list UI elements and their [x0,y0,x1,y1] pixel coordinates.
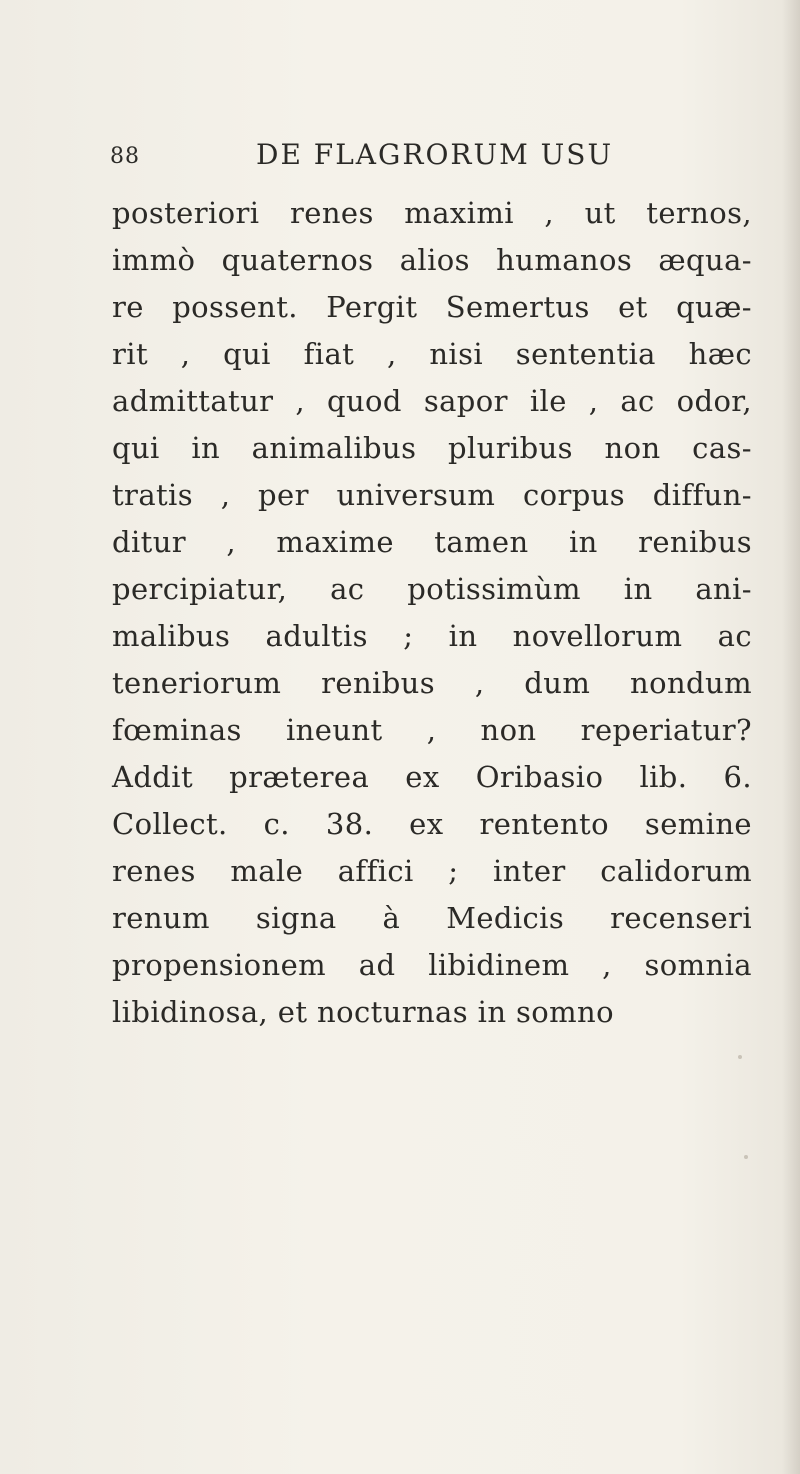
page-edge-shadow [782,0,800,1474]
paper-speck [738,1055,742,1059]
text-line: re possent. Pergit Semertus et quæ- [112,290,752,324]
text-line: rit , qui fiat , nisi sententia hæc [112,337,752,371]
text-line: percipiatur, ac potissimùm in ani- [112,572,752,606]
page-number: 88 [110,144,140,169]
text-line: propensionem ad libidinem , somnia [112,948,752,982]
text-line: fœminas ineunt , non reperiatur? [112,713,752,747]
text-line: posteriori renes maximi , ut ternos, [112,196,752,230]
running-head-title: DE FLAGRORUM USU [256,138,614,171]
text-line: admittatur , quod sapor ile , ac odor, [112,384,752,418]
text-line: Addit præterea ex Oribasio lib. 6. [112,760,752,794]
text-line: immò quaternos alios humanos æqua- [112,243,752,277]
text-line: tratis , per universum corpus diffun- [112,478,752,512]
text-line: libidinosa, et nocturnas in somno [112,995,614,1029]
text-line: malibus adultis ; in novellorum ac [112,619,752,653]
text-line: ditur , maxime tamen in renibus [112,525,752,559]
text-line: Collect. c. 38. ex rentento semine [112,807,752,841]
text-line: renum signa à Medicis recenseri [112,901,752,935]
text-line: teneriorum renibus , dum nondum [112,666,752,700]
running-head [110,138,710,178]
paper-speck [744,1155,748,1159]
text-line: renes male affici ; inter calidorum [112,854,752,888]
text-line: qui in animalibus pluribus non cas- [112,431,752,465]
body-text [112,190,752,1036]
